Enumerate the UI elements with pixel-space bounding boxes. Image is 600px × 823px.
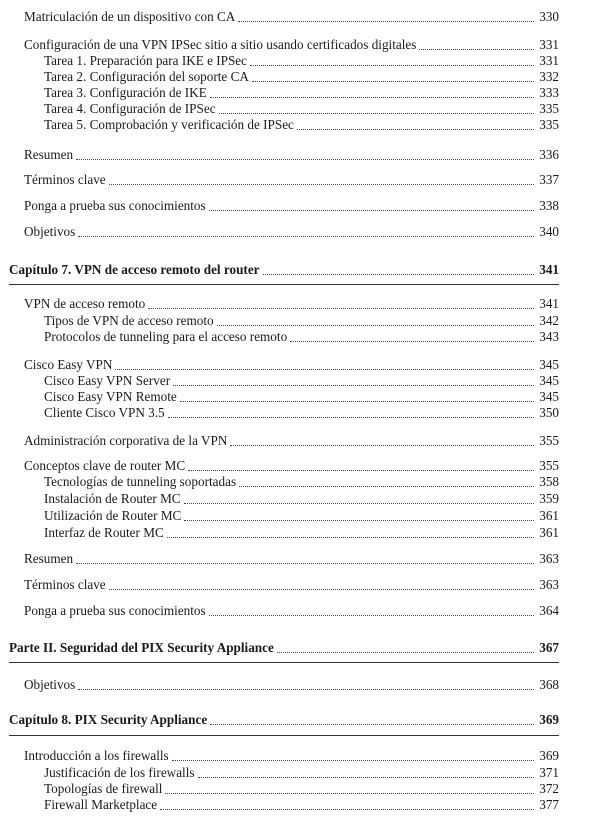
toc-entry-title: Cisco Easy VPN [24, 357, 113, 372]
toc-entry-title: Capítulo 8. PIX Security Appliance [9, 712, 208, 727]
dot-leader [165, 792, 534, 794]
toc-entry [24, 172, 559, 188]
toc-entry-title: Resumen [24, 551, 74, 566]
toc-entry-title: Instalación de Router MC [44, 491, 181, 506]
dot-leader [172, 759, 534, 761]
dot-leader [210, 723, 534, 725]
toc-page-number: 330 [539, 9, 559, 24]
dot-leader [109, 588, 534, 590]
toc-entry-title: Capítulo 7. VPN de acceso remoto del router [9, 262, 260, 277]
part-separator [9, 662, 559, 663]
toc-entry [24, 433, 559, 449]
toc-page-number: 331 [539, 53, 559, 68]
toc-entry-title: Parte II. Seguridad del PIX Security Appliance [9, 640, 274, 655]
toc-entry-title: Tarea 2. Configuración del soporte CA [44, 69, 249, 84]
toc-entry [44, 373, 559, 389]
toc-entry-title: VPN de acceso remoto [24, 296, 146, 311]
dot-leader [173, 384, 534, 386]
toc-entry [44, 797, 559, 813]
toc-entry-title: Objetivos [24, 677, 76, 692]
toc-entry [44, 765, 559, 781]
toc-page-number: 341 [539, 296, 559, 311]
toc-page-number: 363 [539, 577, 559, 592]
toc-entry [24, 147, 559, 163]
toc-entry [44, 525, 559, 541]
toc-page-number: 333 [539, 85, 559, 100]
dot-leader [219, 112, 534, 114]
dot-leader [168, 416, 534, 418]
dot-leader [160, 808, 534, 810]
toc-page-number: 345 [539, 373, 559, 388]
toc-entry [24, 551, 559, 567]
toc-entry-title: Topologías de firewall [44, 781, 163, 796]
toc-entry-title: Utilización de Router MC [44, 508, 182, 523]
toc-entry [44, 329, 559, 345]
toc-entry-title: Cisco Easy VPN Server [44, 373, 171, 388]
toc-entry [44, 313, 559, 329]
toc-entry [44, 405, 559, 421]
toc-page-number: 338 [539, 198, 559, 213]
toc-entry [24, 677, 559, 693]
dot-leader [167, 536, 534, 538]
toc-entry-title: Tarea 4. Configuración de IPSec [44, 101, 216, 116]
toc-entry [24, 577, 559, 593]
toc-page-number: 336 [539, 147, 559, 162]
toc-page-number: 343 [539, 329, 559, 344]
dot-leader [188, 469, 534, 471]
toc-entry-title: Objetivos [24, 224, 76, 239]
toc-entry [24, 9, 559, 25]
toc-entry-title: Cliente Cisco VPN 3.5 [44, 405, 165, 420]
toc-heading [9, 712, 559, 728]
toc-page-number: 367 [539, 640, 559, 655]
toc-entry [24, 458, 559, 474]
toc-entry [44, 69, 559, 85]
toc-page-number: 335 [539, 101, 559, 116]
toc-entry-title: Firewall Marketplace [44, 797, 158, 812]
toc-entry [24, 748, 559, 764]
toc-entry-title: Ponga a prueba sus conocimientos [24, 603, 206, 618]
dot-leader [115, 368, 534, 370]
toc-page-number: 364 [539, 603, 559, 618]
toc-entry-title: Introducción a los firewalls [24, 748, 169, 763]
toc-page-number: 358 [539, 474, 559, 489]
toc-entry [24, 603, 559, 619]
dot-leader [238, 20, 534, 22]
dot-leader [184, 502, 534, 504]
toc-page-number: 368 [539, 677, 559, 692]
toc-page-number: 377 [539, 797, 559, 812]
toc-page-number: 335 [539, 117, 559, 132]
toc-entry [44, 474, 559, 490]
dot-leader [148, 307, 534, 309]
toc-page-number: 371 [539, 765, 559, 780]
toc-page-number: 345 [539, 389, 559, 404]
toc-entry-title: Ponga a prueba sus conocimientos [24, 198, 206, 213]
toc-entry [44, 101, 559, 117]
toc-entry-title: Interfaz de Router MC [44, 525, 164, 540]
toc-entry [44, 117, 559, 133]
dot-leader [263, 273, 534, 275]
toc-entry [24, 37, 559, 53]
toc-entry-title: Justificación de los firewalls [44, 765, 195, 780]
dot-leader [239, 485, 534, 487]
dot-leader [210, 96, 534, 98]
toc-page-number: 342 [539, 313, 559, 328]
toc-entry-title: Términos clave [24, 577, 106, 592]
chapter-separator [9, 284, 559, 285]
toc-page-number: 355 [539, 433, 559, 448]
dot-leader [290, 340, 534, 342]
toc-entry [24, 224, 559, 240]
toc-page-number: 350 [539, 405, 559, 420]
toc-page-number: 340 [539, 224, 559, 239]
toc-entry-title: Protocolos de tunneling para el acceso remoto [44, 329, 288, 344]
toc-page-number: 363 [539, 551, 559, 566]
toc-entry [44, 389, 559, 405]
toc-entry-title: Administración corporativa de la VPN [24, 433, 228, 448]
toc-page-number: 361 [539, 525, 559, 540]
toc-entry-title: Cisco Easy VPN Remote [44, 389, 177, 404]
dot-leader [252, 80, 534, 82]
dot-leader [277, 651, 534, 653]
toc-entry [44, 781, 559, 797]
dot-leader [76, 158, 534, 160]
toc-page-number: 359 [539, 491, 559, 506]
dot-leader [180, 400, 534, 402]
toc-entry-title: Tipos de VPN de acceso remoto [44, 313, 214, 328]
toc-page-number: 361 [539, 508, 559, 523]
toc-page-number: 372 [539, 781, 559, 796]
dot-leader [230, 444, 534, 446]
toc-entry [44, 85, 559, 101]
toc-entry-title: Conceptos clave de router MC [24, 458, 186, 473]
dot-leader [297, 128, 534, 130]
dot-leader [419, 48, 534, 50]
dot-leader [76, 562, 534, 564]
toc-entry-title: Matriculación de un dispositivo con CA [24, 9, 236, 24]
toc-heading [9, 262, 559, 278]
toc-entry-title: Resumen [24, 147, 74, 162]
toc-page-number: 341 [539, 262, 559, 277]
toc-entry-title: Tarea 1. Preparación para IKE e IPSec [44, 53, 248, 68]
dot-leader [217, 324, 534, 326]
toc-page-number: 337 [539, 172, 559, 187]
toc-entry-title: Configuración de una VPN IPSec sitio a sitio usando certificados digitales [24, 37, 417, 52]
toc-page-number: 369 [539, 712, 559, 727]
dot-leader [78, 688, 534, 690]
toc-entry [24, 198, 559, 214]
dot-leader [198, 776, 534, 778]
toc-entry [24, 357, 559, 373]
toc-heading [9, 640, 559, 656]
toc-entry [44, 53, 559, 69]
toc-page-number: 332 [539, 69, 559, 84]
toc-page-number: 369 [539, 748, 559, 763]
toc-entry-title: Tarea 3. Configuración de IKE [44, 85, 207, 100]
dot-leader [184, 519, 534, 521]
toc-entry [44, 508, 559, 524]
dot-leader [209, 209, 534, 211]
dot-leader [109, 183, 534, 185]
toc-page-number: 345 [539, 357, 559, 372]
chapter-separator [9, 735, 559, 736]
dot-leader [250, 64, 534, 66]
dot-leader [78, 235, 534, 237]
toc-entry-title: Tecnologías de tunneling soportadas [44, 474, 237, 489]
dot-leader [209, 614, 534, 616]
toc-entry-title: Tarea 5. Comprobación y verificación de IPSec [44, 117, 294, 132]
toc-entry-title: Términos clave [24, 172, 106, 187]
toc-entry [24, 296, 559, 312]
toc-page-number: 355 [539, 458, 559, 473]
toc-page-number: 331 [539, 37, 559, 52]
toc-entry [44, 491, 559, 507]
